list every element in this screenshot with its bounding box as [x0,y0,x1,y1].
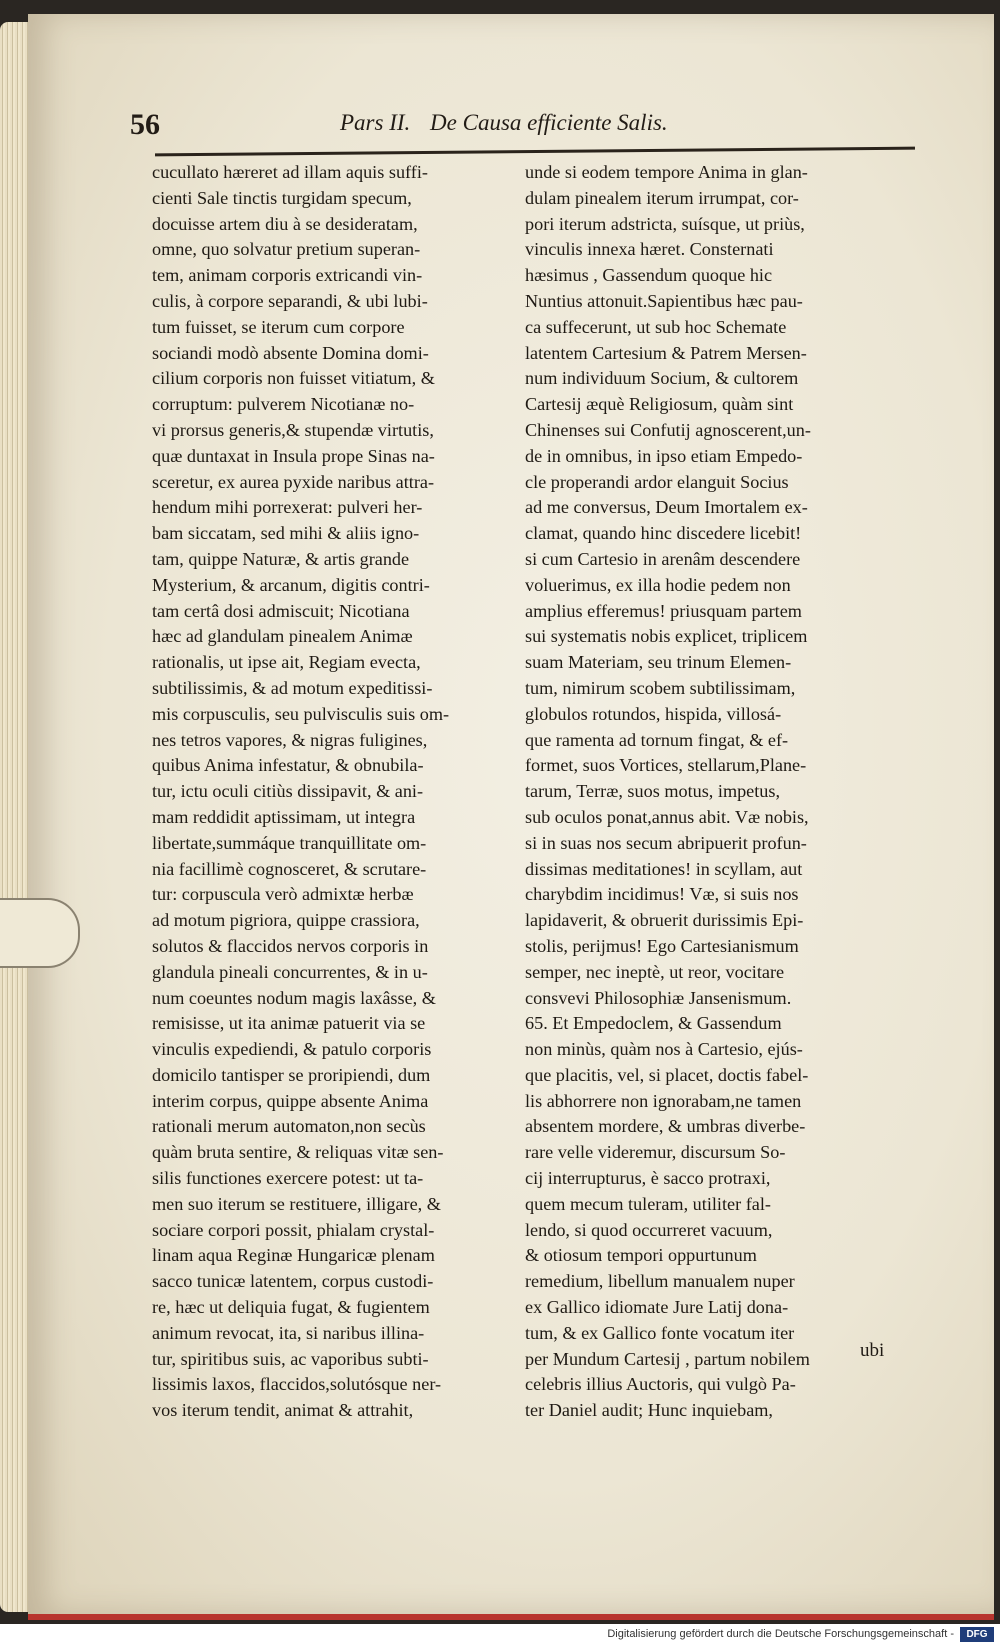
text-line: re, hæc ut deliquia fugat, & fugientem [152,1297,430,1318]
text-line: que ramenta ad tornum fingat, & ef- [525,729,789,750]
text-line: tum, & ex Gallico fonte vocatum iter [525,1322,795,1343]
text-line: tum, nimirum scobem subtilissimam, [525,677,796,698]
catchword: ubi [860,1340,885,1361]
text-line: quem mecum tuleram, utiliter fal- [525,1193,771,1214]
text-line: ca suffecerunt, ut sub hoc Schemate [525,316,787,337]
text-line: sociare corpori possit, phialam crystal- [152,1219,435,1240]
text-line: cij interrupturus, è sacco protraxi, [525,1168,771,1189]
text-line: corruptum: pulverem Nicotianæ no- [152,394,415,415]
text-line: si in suas nos secum abripuerit profun- [525,832,807,853]
text-line: tum fuisset, se iterum cum corpore [152,316,405,337]
text-line: ter Daniel audit; Hunc inquiebam, [525,1400,773,1421]
text-line: consvevi Philosophiæ Jansenismum. [525,987,792,1008]
running-header [130,108,930,148]
text-line: rationalis, ut ipse ait, Regiam evecta, [152,652,421,673]
text-line: nia facillimè cognosceret, & scrutare- [152,858,427,879]
text-line: tur, spiritibus suis, ac vaporibus subti- [152,1348,429,1369]
text-line: lendo, si quod occurreret vacuum, [525,1219,773,1240]
text-line: cilium corporis non fuisset vitiatum, & [152,368,435,389]
text-line: suam Materiam, seu trinum Elemen- [525,652,792,673]
text-line: vinculis innexa hæret. Consternati [525,239,774,260]
text-line: solutos & flaccidos nervos corporis in [152,935,429,956]
text-line: clamat, quando hinc discedere licebit! [525,523,802,544]
text-line: interim corpus, quippe absente Anima [152,1090,429,1111]
text-line: num coeuntes nodum magis laxâsse, & [152,987,436,1008]
text-line: libertate,summáque tranquillitate om- [152,832,427,853]
text-line: men suo iterum se restituere, illigare, & [152,1193,441,1214]
text-line: hæsimus , Gassendum quoque hic [525,265,773,286]
text-line: hendum mihi porrexerat: pulveri her- [152,497,423,518]
text-line: unde si eodem tempore Anima in glan- [525,162,808,182]
text-line: lapidaverit, & obruerit durissimis Epi- [525,910,804,931]
text-line: sceretur, ex aurea pyxide naribus attra- [152,471,435,492]
text-line: quæ duntaxat in Insula prope Sinas na- [152,445,435,466]
text-line: rationali merum automaton,non secùs [152,1116,426,1137]
text-line: ex Gallico idiomate Jure Latij dona- [525,1297,789,1318]
text-line: tam, quippe Naturæ, & artis grande [152,548,410,569]
text-line: semper, nec ineptè, ut reor, vocitare [525,961,785,982]
text-line: tam certâ dosi admiscuit; Nicotiana [152,600,410,621]
text-line: de in omnibus, in ipso etiam Empedo- [525,445,803,466]
text-line: Nuntius attonuit.Sapientibus hæc pau- [525,290,803,311]
text-line: ad me conversus, Deum Imortalem ex- [525,497,808,518]
text-line: remedium, libellum manualem nuper [525,1271,795,1292]
right-text-column [525,160,895,1424]
running-title-part: Pars II. [340,110,411,135]
text-line: sacco tunicæ latentem, corpus custodi- [152,1271,434,1292]
text-line: hæc ad glandulam pinealem Animæ [152,626,413,647]
text-line: formet, suos Vortices, stellarum,Plane- [525,755,807,776]
left-text-column [152,160,527,1424]
text-line: bam siccatam, sed mihi & aliis igno- [152,523,420,544]
text-line: silis functiones exercere potest: ut ta- [152,1168,424,1189]
text-line: linam aqua Reginæ Hungaricæ plenam [152,1245,435,1266]
text-line: & otiosum tempori oppurtunum [525,1245,757,1266]
page-number: 56 [130,108,160,141]
text-line: latentem Cartesium & Patrem Mersen- [525,342,807,363]
text-line: domicilo tantisper se proripiendi, dum [152,1064,431,1085]
running-title [340,110,668,136]
text-line: sub oculos ponat,annus abit. Væ nobis, [525,806,809,827]
text-line: ad motum pigriora, quippe crassiora, [152,910,420,931]
text-line: voluerimus, ex illa hodie pedem non [525,574,791,595]
text-line: mis corpusculis, seu pulvisculis suis om- [152,703,450,724]
text-line: tur: corpuscula verò admixtæ herbæ [152,884,414,905]
text-line: rare velle videremur, discursum So- [525,1142,786,1163]
text-line: amplius efferemus! priusquam partem [525,600,802,621]
text-line: cucullato hæreret ad illam aquis suffi- [152,162,428,182]
text-line: Cartesij æquè Religiosum, quàm sint [525,394,794,415]
text-line: glandula pineali concurrentes, & in u- [152,961,428,982]
text-line: tur, ictu oculi citiùs dissipavit, & ani- [152,781,424,802]
text-line: sui systematis nobis explicet, triplicem [525,626,808,647]
text-line: celebris illius Auctoris, qui vulgò Pa- [525,1374,796,1395]
text-line: cienti Sale tinctis turgidam specum, [152,187,412,208]
text-line: docuisse artem diu à se desideratam, [152,213,418,234]
text-line: globulos rotundos, hispida, villosá- [525,703,782,724]
text-line: quàm bruta sentire, & reliquas vitæ sen- [152,1142,444,1163]
text-line: non minùs, quàm nos à Cartesio, ejús- [525,1039,803,1060]
text-line: que placitis, vel, si placet, doctis fabel- [525,1064,809,1085]
text-line: stolis, perijmus! Ego Cartesianismum [525,935,799,956]
text-line: Mysterium, & arcanum, digitis contri- [152,574,430,595]
dfg-logo: DFG [960,1627,994,1642]
text-line: remisisse, ut ita animæ patuerit via se [152,1013,426,1034]
text-line: charybdim incidimus! Væ, si suis nos [525,884,799,905]
text-line: vi prorsus generis,& stupendæ virtutis, [152,419,434,440]
text-line: vos iterum tendit, animat & attrahit, [152,1400,414,1421]
text-line: nes tetros vapores, & nigras fuligines, [152,729,428,750]
text-line: culis, à corpore separandi, & ubi lubi- [152,290,428,311]
footer-credit: Digitalisierung gefördert durch die Deutsche Forschungsgemeinschaft - [607,1628,954,1640]
text-line: cle properandi ardor elanguit Socius [525,471,789,492]
text-line: num individuum Socium, & cultorem [525,368,799,389]
text-line: dissimas meditationes! in scyllam, aut [525,858,803,879]
text-line: mam reddidit aptissimam, ut integra [152,806,416,827]
text-line: tem, animam corporis extricandi vin- [152,265,423,286]
text-line: lissimis laxos, flaccidos,solutósque ner- [152,1374,442,1395]
page-marker-tab [0,898,80,968]
text-line: lis abhorrere non ignorabam,ne tamen [525,1090,802,1111]
text-line: dulam pinealem iterum irrumpat, cor- [525,187,799,208]
text-line: per Mundum Cartesij , partum nobilem [525,1348,810,1369]
text-line: animum revocat, ita, si naribus illina- [152,1322,425,1343]
text-line: Chinenses sui Confutij agnoscerent,un- [525,419,811,440]
text-line: pori iterum adstricta, suísque, ut priùs, [525,213,805,234]
text-line: quibus Anima infestatur, & obnubila- [152,755,424,776]
text-line: vinculis expediendi, & patulo corporis [152,1039,432,1060]
running-title-text: De Causa efficiente Salis. [430,110,668,135]
text-line: 65. Et Empedoclem, & Gassendum [525,1013,782,1034]
text-line: sociandi modò absente Domina domi- [152,342,429,363]
text-line: subtilissimis, & ad motum expeditissi- [152,677,433,698]
digitization-footer [0,1624,1000,1647]
text-line: si cum Cartesio in arenâm descendere [525,548,801,569]
text-line: omne, quo solvatur pretium superan- [152,239,421,260]
text-line: absentem mordere, & umbras diverbe- [525,1116,806,1137]
text-line: tarum, Terræ, suos motus, impetus, [525,781,781,802]
